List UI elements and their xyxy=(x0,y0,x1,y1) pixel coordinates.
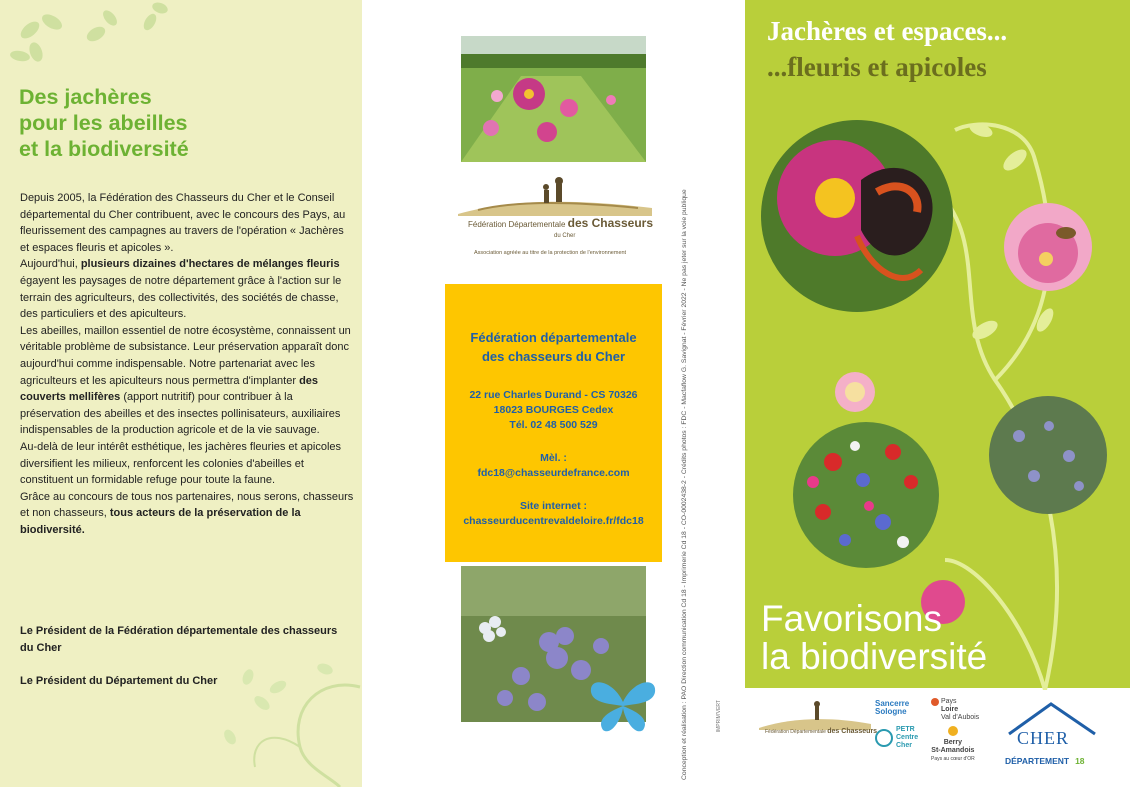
paragraph-1: Depuis 2005, la Fédération des Chasseurs du Cher et le Conseil départemental du Cher contribuent, avec le concours des Pays, au fleurissement des campagnes au travers de l'opération « Jachères et espaces fleuris et apicoles ». xyxy=(20,192,346,254)
cover-title-2: ...fleuris et apicoles xyxy=(767,52,987,82)
middle-panel xyxy=(362,0,745,787)
cover-title-1: Jachères et espaces... xyxy=(767,16,1008,46)
sun-icon xyxy=(948,726,958,736)
globe-icon xyxy=(875,729,893,747)
pays-loire-val-aubois-logo: Pays Loire Val d'Aubois xyxy=(931,698,979,722)
poppy-cornflower-photo xyxy=(793,422,939,568)
left-panel xyxy=(0,0,362,787)
cover-panel xyxy=(745,0,1130,787)
partner-federation-logo: Fédération Départementale des Chasseurs xyxy=(759,700,871,750)
paragraph-5: Grâce au concours de tous nos partenaires, nous serons, chasseurs et non chasseurs, tous acteurs de la préservation de la biodiversité. xyxy=(20,490,354,536)
left-title: Des jachères pour les abeilles et la biodiversité xyxy=(19,85,189,161)
left-body-text xyxy=(20,190,355,538)
wildflower-meadow-photo xyxy=(989,396,1107,514)
leaf-decoration-top xyxy=(0,0,362,80)
signature-federation: Le Président de la Fédération départementale des chasseurs du Cher xyxy=(20,625,338,654)
small-flower-photo xyxy=(835,372,875,412)
cover-slogan: Favorisons la biodiversité xyxy=(761,598,988,677)
cosmos-field-photo xyxy=(461,36,646,162)
hunters-logo-icon xyxy=(458,170,652,216)
website-link[interactable]: chasseurducentrevaldeloire.fr/fdc18 xyxy=(463,515,644,527)
paragraph-3: Les abeilles, maillon essentiel de notre écosystème, connaissent un véritable problème de subsistance. Leur préservation apparaît donc aujourd'hui comme indispensable. Notre partenariat avec les agriculteurs et les apiculteurs nous permettra d'implanter des couverts mellifères (apport nutritif) pour contribuer à la préservation des abeilles et des insectes pollinisateurs, auxiliaires indispensables de la production agricole et de la vie sauvage. xyxy=(20,324,351,437)
berry-st-amandois-logo: Berry St-Amandois Pays au cœur d'OR xyxy=(931,726,975,763)
vine-decoration xyxy=(0,647,362,787)
butterfly-cosmos-photo xyxy=(761,120,953,312)
contact-box: Fédération départementale des chasseurs du Cher 22 rue Charles Durand - CS 70326 18023 BOURGES Cedex Tél. 02 48 500 529 Mèl. : fdc18@chasseurdefrance.com Site internet : chasseurducentrevaldeloire.fr/fdc18 xyxy=(445,284,662,562)
imprim-vert-label: IMPRIM'VERT xyxy=(716,700,722,733)
petr-centre-cher-logo: PETR Centre Cher xyxy=(875,726,918,750)
signature-department: Le Président du Département du Cher xyxy=(20,675,218,687)
hunters-logo-icon xyxy=(759,700,871,730)
sancerre-sologne-logo: Sancerre Sologne xyxy=(875,699,910,716)
paragraph-2: Aujourd'hui, plusieurs dizaines d'hectares de mélanges fleuris égayent les paysages de notre département grâce à l'action sur le terrain des agriculteurs, des collectivités, des sociétés de chasse, des particuliers et des apiculteurs. xyxy=(20,258,342,321)
paragraph-4: Au-delà de leur intérêt esthétique, les jachères fleuries et apicoles diversifient les milieux, renforcent les colonies d'abeilles et constituent un formidable refuge pour toute la faune. xyxy=(20,440,342,487)
print-credits: Conception et réalisation : PAO Direction communication Cd 18 - Imprimerie Cd 18 - CO-0002438-2 - Crédits photos : FDC - Macfaflow G. Savignat - Février 2022 - Ne pas jeter sur la voie publique xyxy=(681,189,688,780)
cher-department-logo: CHER DÉPARTEMENT 18 xyxy=(1001,700,1103,772)
email-link[interactable]: fdc18@chasseurdefrance.com xyxy=(477,467,630,479)
flower-icon xyxy=(931,698,939,706)
federation-logo: Fédération Départementale des Chasseurs du Cher Association agréée au titre de la protection de l'environnement xyxy=(458,170,652,262)
butterfly-icon xyxy=(583,672,663,734)
bee-flower-photo xyxy=(1004,203,1092,291)
